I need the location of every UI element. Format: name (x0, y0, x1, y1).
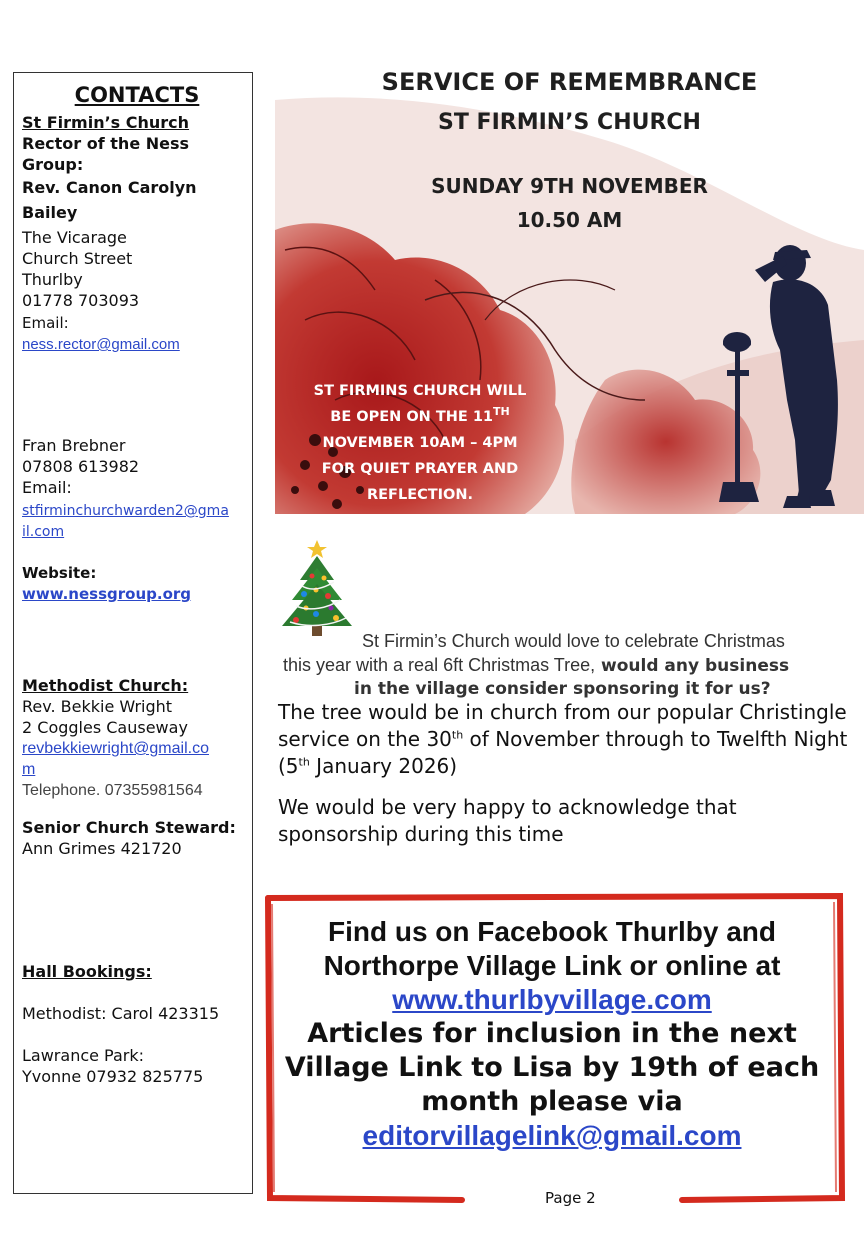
address-line: Church Street (22, 249, 133, 268)
poster-church: ST FIRMIN’S CHURCH (438, 110, 701, 135)
warden-email-link[interactable] (22, 501, 252, 543)
methodist-address: 2 Coggles Causeway (22, 718, 188, 737)
superscript: th (451, 728, 464, 742)
email-label: Email: (22, 314, 69, 332)
village-website-link[interactable]: www.thurlbyvillage.com (392, 984, 712, 1015)
methodist-phone: Telephone. 07355981564 (22, 782, 203, 799)
rector-phone: 01778 703093 (22, 291, 140, 310)
contacts-panel (13, 72, 253, 1194)
address-line: The Vicarage (22, 228, 127, 247)
warden-name: Fran Brebner (22, 436, 126, 455)
warden-email-label: Email: (22, 478, 72, 497)
rector-role: Rector of the Ness (22, 134, 190, 153)
hall-lawrance-contact: Yvonne 07932 825775 (22, 1067, 204, 1086)
rector-name-2: Bailey (22, 203, 78, 222)
rector-role-group: Group: (22, 155, 84, 174)
appeal-text: this year with a real 6ft Christmas Tree, (283, 655, 596, 675)
note-superscript: TH (493, 405, 510, 419)
poster-opening-note (275, 378, 565, 508)
methodist-minister: Rev. Bekkie Wright (22, 697, 173, 716)
note-line: NOVEMBER 10AM – 4PM (322, 435, 518, 451)
methodist-label: Methodist Church: (22, 676, 189, 695)
note-line (275, 404, 565, 430)
note-line: FOR QUIET PRAYER AND (321, 461, 519, 477)
fb-line: Northorpe Village Link or online at (323, 950, 781, 981)
note-line: REFLECTION. (366, 487, 474, 503)
fb-line: Find us on Facebook Thurlby and (327, 916, 776, 947)
hall-lawrance-label: Lawrance Park: (22, 1046, 145, 1065)
note-line: ST FIRMINS CHURCH WILL (313, 383, 527, 399)
steward-contact: Ann Grimes 421720 (22, 839, 182, 858)
christingle-paragraph (278, 699, 858, 780)
warden-email-part-2[interactable]: il.com (22, 524, 65, 540)
superscript: th (298, 755, 310, 769)
christmas-tree-icon (276, 538, 366, 642)
steward-label: Senior Church Steward: (22, 818, 236, 837)
poster-time: 10.50 AM (516, 208, 623, 232)
appeal-question: would any business (595, 656, 790, 676)
fb-line: Village Link to Lisa by 19th of each (284, 1052, 820, 1083)
sponsorship-paragraph: We would be very happy to acknowledge that sponsorship during this time (278, 795, 737, 846)
warden-phone: 07808 613982 (22, 457, 140, 476)
church-name: St Firmin’s Church (22, 113, 190, 132)
christmas-appeal-line-1: St Firmin’s Church would love to celebrate Christmas (362, 631, 785, 651)
christmas-details (278, 699, 858, 862)
rector-name: Rev. Canon Carolyn (22, 178, 197, 197)
facebook-info (270, 915, 834, 1153)
note-text: BE OPEN ON THE 11 (330, 409, 493, 425)
paragraph-text: January 2026) (309, 754, 458, 778)
hall-methodist: Methodist: Carol 423315 (22, 1004, 220, 1023)
paragraph-text: of November through to Twelfth Night (5 (278, 727, 848, 778)
fb-line: month please via (421, 1086, 683, 1117)
website-label: Website: (22, 564, 97, 582)
hall-bookings-label: Hall Bookings: (22, 962, 152, 981)
page-number: Page 2 (545, 1189, 596, 1207)
poster-date: SUNDAY 9TH NOVEMBER (431, 174, 708, 198)
address-line: Thurlby (22, 270, 83, 289)
methodist-email-link[interactable]: revbekkiewright@gmail.co (22, 740, 209, 757)
fb-line: Articles for inclusion in the next (307, 1018, 797, 1049)
warden-email-part-1[interactable]: stfirminchurchwarden2@gma (22, 503, 229, 519)
paragraph-text: The tree would be in church from our popular Christingle service on the 30 (278, 700, 847, 751)
rector-email-link[interactable]: ness.rector@gmail.com (22, 336, 180, 353)
editor-email-link[interactable]: editorvillagelink@gmail.com (362, 1120, 742, 1151)
christmas-appeal-line-3: in the village consider sponsoring it for us? (354, 679, 771, 699)
methodist-email-link-2[interactable]: m (22, 761, 36, 778)
vicarage-address (22, 227, 252, 311)
christmas-appeal-line-2 (283, 655, 789, 676)
website-link[interactable]: www.nessgroup.org (22, 585, 192, 603)
remembrance-poster (275, 20, 864, 514)
poster-title: SERVICE OF REMEMBRANCE (381, 68, 758, 96)
contacts-heading: CONTACTS (74, 83, 200, 107)
